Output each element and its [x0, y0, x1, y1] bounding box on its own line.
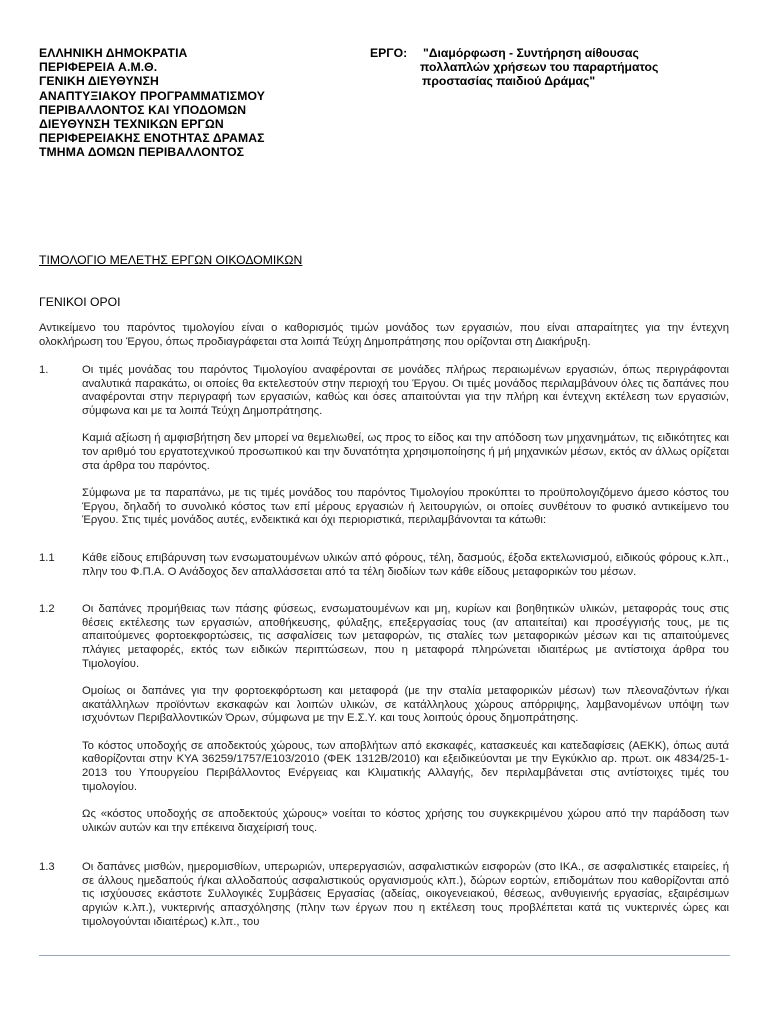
clause-paragraph: Καμιά αξίωση ή αμφισβήτηση δεν μπορεί να θεμελιωθεί, ως προς το είδος και την απόδοση των μηχανημάτων, τις ειδικότητες και τον αριθμό του εργατοτεχνικού προσωπικού και την δυνατότητα χρησιμοποίησης ή μή μηχανικών μέσων, εκτός αν άλλως ορίζεται στα άρθρα του παρόντος.: [82, 432, 729, 472]
project-title-line: "Διαμόρφωση - Συντήρηση αίθουσας: [423, 46, 639, 60]
project-title-line: πολλαπλών χρήσεων του παραρτήματος: [420, 60, 659, 75]
org-line: ΔΙΕΥΘΥΝΣΗ ΤΕΧΝΙΚΩΝ ΕΡΓΩΝ: [39, 117, 224, 132]
clause-number: 1.: [39, 364, 49, 376]
clause-text: [82, 364, 729, 542]
org-line: ΑΝΑΠΤΥΞΙΑΚΟΥ ΠΡΟΓΡΑΜΜΑΤΙΣΜΟΥ: [39, 88, 265, 103]
clause-number: 1.3: [39, 861, 55, 873]
clause-paragraph: Οι δαπάνες προμήθειας των πάσης φύσεως, ενσωματουμένων και μη, κυρίων και βοηθητικών υλικών, μεταφοράς τους στις θέσεις εκτέλεσης των εργασιών, αποθήκευσης, φύλαξης, επεξεργασίας τους (αν απαιτείται) και προσέγγισής τους, με τις απαιτούμενες φορτοεκφορτώσεις, τις ασφαλίσεις των μεταφορών, τις σταλίες των μεταφορικών μέσων και τις απαιτούμενες πλάγιες μεταφορές, εκτός των ειδικών περιπτώσεων, που η μεταφορά πληρώνεται ιδιαιτέρως με αντίστοιχα άρθρα του Τιμολογίου.: [82, 603, 729, 670]
clause-paragraph: Οι τιμές μονάδας του παρόντος Τιμολογίου αναφέρονται σε μονάδες πλήρως περαιωμένων εργασιών, όπως περιγράφονται αναλυτικά παρακάτω, οι οποίες θα εκτελεστούν στην περιοχή του Έργου. Οι τιμές μονάδος περιλαμβάνουν όλες τις δαπάνες που αναφέρονται στην περιγραφή των εργασιών, καθώς και όσες απαιτούνται για την πλήρη και έντεχνη εκτέλεση των εργασιών, σύμφωνα και με τα λοιπά Τεύχη Δημοπράτησης.: [82, 364, 729, 418]
project-title-line: προστασίας παιδιού Δράμας": [422, 74, 596, 89]
section-heading: ΓΕΝΙΚΟΙ ΟΡΟΙ: [39, 295, 121, 309]
clause-number: 1.1: [39, 552, 55, 564]
clause-number: 1.2: [39, 603, 55, 615]
org-line: ΤΜΗΜΑ ΔΟΜΩΝ ΠΕΡΙΒΑΛΛΟΝΤΟΣ: [39, 145, 245, 160]
organization-block: [39, 46, 265, 160]
clause-text: [82, 861, 729, 943]
org-line: ΕΛΛΗΝΙΚΗ ΔΗΜΟΚΡΑΤΙΑ: [39, 46, 188, 60]
intro-paragraph: Αντικείμενο του παρόντος τιμολογίου είναι ο καθορισμός τιμών μονάδος των εργασιών, που είναι απαραίτητες για την έντεχνη ολοκλήρωση του Έργου, όπως προδιαγράφεται στα λοιπά Τεύχη Δημοπράτησης που ορίζονται στη Διακήρυξη.: [39, 322, 729, 348]
clause-paragraph: Σύμφωνα με τα παραπάνω, με τις τιμές μονάδος του παρόντος Τιμολογίου προκύπτει το προϋπολογιζόμενο άμεσο κόστος του Έργου, δηλαδή το συνολικό κόστος των επί μέρους εργασιών ή λειτουργιών, οι οποίες συνθέτουν το φυσικό αντικείμενο του Έργου. Στις τιμές μονάδος αυτές, ενδεικτικά και όχι περιοριστικά, περιλαμβάνονται τα κάτωθι:: [82, 486, 729, 527]
clause-paragraph: Ομοίως οι δαπάνες για την φορτοεκφόρτωση και μεταφορά (με την σταλία μεταφορικών μέσων) των πλεοναζόντων ή/και ακατάλληλων προϊόντων εκσκαφών και λοιπών υλικών, σε κατάλληλους χώρους απόρριψης, λαμβανομένων υπόψη των ισχυόντων Περιβαλλοντικών Όρων, σύμφωνα με την Ε.Σ.Υ. και τους λοιπούς όρους δημοπράτησης.: [82, 685, 729, 725]
document-title: ΤΙΜΟΛΟΓΙΟ ΜΕΛΕΤΗΣ ΕΡΓΩΝ ΟΙΚΟΔΟΜΙΚΩΝ: [39, 253, 303, 267]
clause-paragraph: Οι δαπάνες μισθών, ημερομισθίων, υπερωριών, υπερεργασιών, ασφαλιστικών εισφορών (στο ΙΚΑ., σε ασφαλιστικές εταιρείες, ή σε άλλους ημεδαπούς ή/και αλλοδαπούς ασφαλιστικούς οργανισμούς κλπ.), δώρων εορτών, επιδομάτων που καθορίζονται από τις ισχύουσες εκάστοτε Συλλογικές Συμβάσεις Εργασίας (αδείας, οικογενειακού, θέσεως, ανθυγιεινής εργασίας, εξαιρέσιμων αργιών κ.λπ.), νυκτερινής απασχόλησης (πλην των έργων που η εκτέλεση τους προβλέπεται κατά τις νυκτερινές ώρες και τιμολογούνται ιδιαιτέρως) κ.λπ., του: [82, 861, 729, 928]
clause-text: [82, 552, 729, 593]
clause-text: [82, 603, 729, 849]
org-line: ΠΕΡΙΦΕΡΕΙΑΚΗΣ ΕΝΟΤΗΤΑΣ ΔΡΑΜΑΣ: [39, 131, 265, 146]
org-line: ΠΕΡΙΒΑΛΛΟΝΤΟΣ ΚΑΙ ΥΠΟΔΟΜΩΝ: [39, 102, 247, 117]
clause-paragraph: Ως «κόστος υποδοχής σε αποδεκτούς χώρους» νοείται το κόστος χρήσης του συγκεκριμένου χώρου από την παράδοση των υλικών αυτών και την επέκεινα διαχείρισή τους.: [82, 807, 729, 834]
clause-paragraph: Κάθε είδους επιβάρυνση των ενσωματουμένων υλικών από φόρους, τέλη, δασμούς, έξοδα εκτελωνισμού, ειδικούς φόρους κ.λπ., πλην του Φ.Π.Α. Ο Ανάδοχος δεν απαλλάσσεται από τα τέλη διοδίων των κάθε είδους μεταφορικών του μέσων.: [82, 552, 729, 578]
org-line: ΓΕΝΙΚΗ ΔΙΕΥΘΥΝΣΗ: [39, 74, 159, 89]
page-divider: [39, 955, 730, 956]
project-label: ΕΡΓΟ:: [370, 46, 408, 60]
org-line: ΠΕΡΙΦΕΡΕΙΑ Α.Μ.Θ.: [39, 60, 158, 75]
clause-paragraph: Το κόστος υποδοχής σε αποδεκτούς χώρους, των αποβλήτων από εκσκαφές, κατασκευές και κατεδαφίσεις (ΑΕΚΚ), όπως αυτά καθορίζονται στην ΚΥΑ 36259/1757/Ε103/2010 (ΦΕΚ 1312Β/2010) και εξειδικεύονται με την Εγκύκλιο αρ. πρωτ. οικ 4834/25-1-2013 του Υπουργείου Περιβάλλοντος Ενέργειας και Κλιματικής Αλλαγής, δεν περιλαμβάνεται στις αντίστοιχες τιμές του τιμολογίου.: [82, 739, 729, 793]
